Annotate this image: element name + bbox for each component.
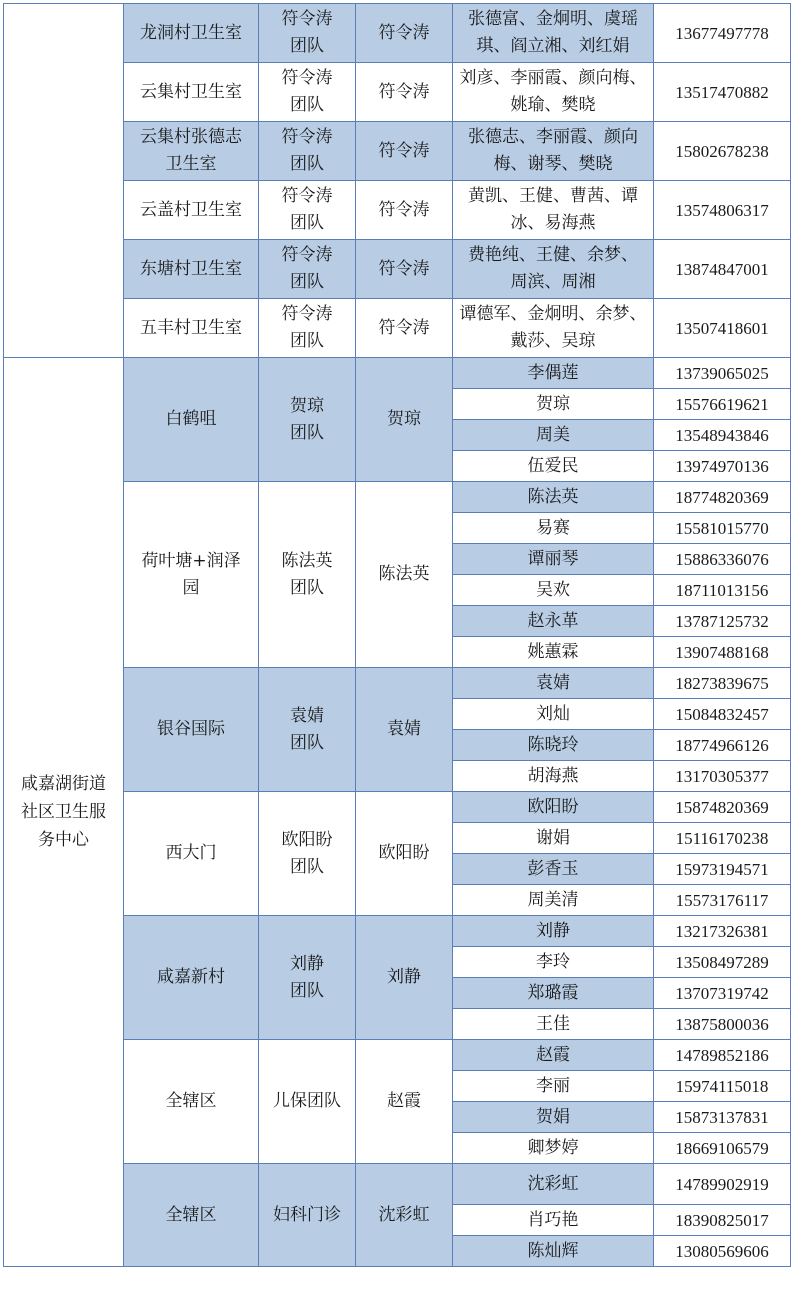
site-cell: 云盖村卫生室 [124, 181, 259, 240]
phone-cell: 13787125732 [654, 606, 791, 637]
phone-cell: 13170305377 [654, 761, 791, 792]
member-name-cell: 谢娟 [453, 823, 654, 854]
phone-cell: 15084832457 [654, 699, 791, 730]
empty-org-cell [4, 4, 124, 358]
team-cell: 刘静 团队 [259, 916, 356, 1040]
leader-cell: 符令涛 [356, 299, 453, 358]
team-cell: 符令涛 团队 [259, 63, 356, 122]
phone-cell: 15974115018 [654, 1071, 791, 1102]
leader-cell: 贺琼 [356, 358, 453, 482]
site-cell: 银谷国际 [124, 668, 259, 792]
team-cell: 妇科门诊 [259, 1164, 356, 1267]
org-name-cell: 咸嘉湖街道 社区卫生服 务中心 [4, 358, 124, 1267]
phone-cell: 13907488168 [654, 637, 791, 668]
team-cell: 符令涛 团队 [259, 240, 356, 299]
member-name-cell: 姚蕙霖 [453, 637, 654, 668]
phone-cell: 18390825017 [654, 1205, 791, 1236]
member-name-cell: 郑璐霞 [453, 978, 654, 1009]
member-name-cell: 李偶莲 [453, 358, 654, 389]
members-cell: 谭德军、金炯明、余梦、 戴莎、吴琼 [453, 299, 654, 358]
leader-cell: 沈彩虹 [356, 1164, 453, 1267]
members-cell: 张德志、李丽霞、颜向 梅、谢琴、樊晓 [453, 122, 654, 181]
leader-cell: 欧阳盼 [356, 792, 453, 916]
member-name-cell: 欧阳盼 [453, 792, 654, 823]
site-cell: 全辖区 [124, 1040, 259, 1164]
phone-cell: 15874820369 [654, 792, 791, 823]
member-name-cell: 谭丽琴 [453, 544, 654, 575]
member-name-cell: 陈法英 [453, 482, 654, 513]
phone-cell: 13080569606 [654, 1236, 791, 1267]
phone-cell: 13574806317 [654, 181, 791, 240]
member-name-cell: 王佳 [453, 1009, 654, 1040]
member-name-cell: 李丽 [453, 1071, 654, 1102]
phone-cell: 13548943846 [654, 420, 791, 451]
member-name-cell: 沈彩虹 [453, 1164, 654, 1205]
site-cell: 荷叶塘+润泽 园 [124, 482, 259, 668]
phone-cell: 13707319742 [654, 978, 791, 1009]
member-name-cell: 陈灿辉 [453, 1236, 654, 1267]
leader-cell: 符令涛 [356, 4, 453, 63]
member-name-cell: 刘静 [453, 916, 654, 947]
phone-cell: 13739065025 [654, 358, 791, 389]
member-name-cell: 贺娟 [453, 1102, 654, 1133]
phone-cell: 18273839675 [654, 668, 791, 699]
phone-cell: 15973194571 [654, 854, 791, 885]
team-cell: 符令涛 团队 [259, 122, 356, 181]
team-cell: 符令涛 团队 [259, 299, 356, 358]
members-cell: 刘彦、李丽霞、颜向梅、 姚瑜、樊晓 [453, 63, 654, 122]
site-cell: 五丰村卫生室 [124, 299, 259, 358]
member-name-cell: 肖巧艳 [453, 1205, 654, 1236]
members-cell: 黄凯、王健、曹茜、谭 冰、易海燕 [453, 181, 654, 240]
team-cell: 儿保团队 [259, 1040, 356, 1164]
member-name-cell: 袁婧 [453, 668, 654, 699]
site-cell: 咸嘉新村 [124, 916, 259, 1040]
member-name-cell: 胡海燕 [453, 761, 654, 792]
phone-cell: 14789902919 [654, 1164, 791, 1205]
member-name-cell: 易赛 [453, 513, 654, 544]
member-name-cell: 彭香玉 [453, 854, 654, 885]
phone-cell: 15886336076 [654, 544, 791, 575]
phone-cell: 13517470882 [654, 63, 791, 122]
leader-cell: 符令涛 [356, 63, 453, 122]
table-row [4, 4, 791, 63]
phone-cell: 18774820369 [654, 482, 791, 513]
leader-cell: 符令涛 [356, 240, 453, 299]
team-cell: 欧阳盼 团队 [259, 792, 356, 916]
members-cell: 张德富、金炯明、虞瑶 琪、阎立湘、刘红娟 [453, 4, 654, 63]
member-name-cell: 刘灿 [453, 699, 654, 730]
phone-cell: 18669106579 [654, 1133, 791, 1164]
phone-cell: 13874847001 [654, 240, 791, 299]
team-roster-table [3, 3, 791, 1267]
leader-cell: 符令涛 [356, 181, 453, 240]
table-body [4, 4, 791, 1267]
team-cell: 符令涛 团队 [259, 181, 356, 240]
site-cell: 云集村张德志 卫生室 [124, 122, 259, 181]
member-name-cell: 周美 [453, 420, 654, 451]
leader-cell: 赵霞 [356, 1040, 453, 1164]
site-cell: 东塘村卫生室 [124, 240, 259, 299]
phone-cell: 15116170238 [654, 823, 791, 854]
members-cell: 费艳纯、王健、余梦、 周滨、周湘 [453, 240, 654, 299]
site-cell: 西大门 [124, 792, 259, 916]
member-name-cell: 吴欢 [453, 575, 654, 606]
member-name-cell: 卿梦婷 [453, 1133, 654, 1164]
phone-cell: 13974970136 [654, 451, 791, 482]
table-row [4, 358, 791, 389]
phone-cell: 14789852186 [654, 1040, 791, 1071]
phone-cell: 15576619621 [654, 389, 791, 420]
phone-cell: 18711013156 [654, 575, 791, 606]
leader-cell: 陈法英 [356, 482, 453, 668]
member-name-cell: 陈晓玲 [453, 730, 654, 761]
leader-cell: 刘静 [356, 916, 453, 1040]
team-cell: 袁婧 团队 [259, 668, 356, 792]
leader-cell: 符令涛 [356, 122, 453, 181]
site-cell: 龙洞村卫生室 [124, 4, 259, 63]
phone-cell: 15873137831 [654, 1102, 791, 1133]
member-name-cell: 贺琼 [453, 389, 654, 420]
team-cell: 贺琼 团队 [259, 358, 356, 482]
phone-cell: 13677497778 [654, 4, 791, 63]
member-name-cell: 周美清 [453, 885, 654, 916]
phone-cell: 13507418601 [654, 299, 791, 358]
phone-cell: 15581015770 [654, 513, 791, 544]
team-cell: 符令涛 团队 [259, 4, 356, 63]
phone-cell: 13508497289 [654, 947, 791, 978]
member-name-cell: 赵永革 [453, 606, 654, 637]
member-name-cell: 赵霞 [453, 1040, 654, 1071]
phone-cell: 15802678238 [654, 122, 791, 181]
site-cell: 全辖区 [124, 1164, 259, 1267]
phone-cell: 18774966126 [654, 730, 791, 761]
site-cell: 云集村卫生室 [124, 63, 259, 122]
team-cell: 陈法英 团队 [259, 482, 356, 668]
phone-cell: 15573176117 [654, 885, 791, 916]
phone-cell: 13875800036 [654, 1009, 791, 1040]
phone-cell: 13217326381 [654, 916, 791, 947]
member-name-cell: 伍爱民 [453, 451, 654, 482]
member-name-cell: 李玲 [453, 947, 654, 978]
leader-cell: 袁婧 [356, 668, 453, 792]
site-cell: 白鹤咀 [124, 358, 259, 482]
